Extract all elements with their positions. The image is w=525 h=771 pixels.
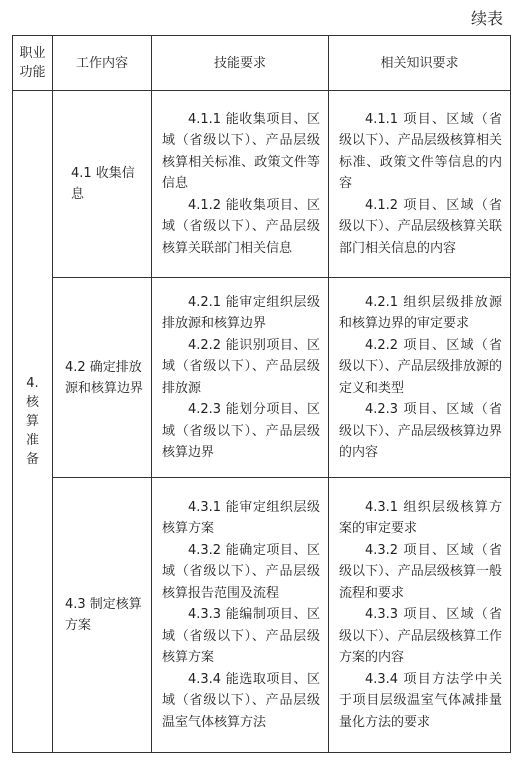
- knowledge-item: 4.2.1 组织层级排放源和核算边界的审定要求: [339, 294, 502, 331]
- table-row: [13, 91, 511, 278]
- work-content-text: 4.2 确定排放源和核算边界: [65, 359, 144, 396]
- work-content-cell: [53, 278, 152, 478]
- header-skill-requirements: 技能要求: [152, 36, 329, 91]
- skill-item: 4.3.2 能确定项目、区域（省级以下）、产品层级核算报告范围及流程: [162, 542, 320, 601]
- knowledge-item: 4.3.3 项目、区域（省级以下）、产品层级核算工作方案的内容: [339, 607, 502, 666]
- knowledge-item: 4.3.1 组织层级核算方案的审定要求: [339, 499, 502, 537]
- table-row: [13, 478, 511, 753]
- work-content-text: 4.1 收集信息: [71, 166, 135, 202]
- knowledge-cell: [329, 278, 511, 478]
- skill-item: 4.2.1 能审定组织层级排放源和核算边界: [162, 294, 320, 331]
- skill-item: 4.3.1 能审定组织层级核算方案: [162, 499, 320, 537]
- skill-item: 4.1.2 能收集项目、区域（省级以下）、产品层级核算关联部门相关信息: [162, 197, 320, 256]
- knowledge-item: 4.1.1 项目、区域（省级以下）、产品层级核算相关标准、政策文件等信息的内容: [339, 111, 502, 192]
- skill-item: 4.2.2 能识别项目、区域（省级以下）、产品层级排放源: [162, 337, 320, 396]
- skill-cell: [152, 478, 329, 753]
- table-row: [13, 278, 511, 478]
- knowledge-cell: [329, 478, 511, 753]
- knowledge-item: 4.2.2 项目、区域（省级以下）、产品层级排放源的定义和类型: [339, 337, 502, 396]
- header-row: [13, 36, 511, 91]
- function-cell: [13, 91, 53, 753]
- skill-item: 4.3.4 能选取项目、区域（省级以下）、产品层级温室气体核算方法: [162, 671, 320, 730]
- knowledge-item: 4.2.3 项目、区域（省级以下）、产品层级核算边界的内容: [339, 402, 502, 460]
- skills-table: [12, 35, 511, 753]
- work-content-cell: [53, 91, 152, 278]
- knowledge-item: 4.3.4 项目方法学中关于项目层级温室气体减排量量化方法的要求: [339, 671, 502, 730]
- header-function: 职业 功能: [13, 36, 53, 91]
- knowledge-item: 4.3.2 项目、区域（省级以下）、产品层级核算一般流程和要求: [339, 542, 502, 601]
- knowledge-cell: [329, 91, 511, 278]
- header-work-content: 工作内容: [53, 36, 152, 91]
- skill-cell: [152, 91, 329, 278]
- header-knowledge-requirements: 相关知识要求: [329, 36, 511, 91]
- skill-item: 4.1.1 能收集项目、区域（省级以下）、产品层级核算相关标准、政策文件等信息: [162, 111, 320, 192]
- skill-cell: [152, 278, 329, 478]
- table-caption: 续表: [470, 9, 503, 28]
- skill-item: 4.3.3 能编制项目、区域（省级以下）、产品层级核算方案: [162, 607, 320, 666]
- skill-item: 4.2.3 能划分项目、区域（省级以下）、产品层级核算边界: [162, 402, 320, 460]
- knowledge-item: 4.1.2 项目、区域（省级以下）、产品层级核算关联部门相关信息的内容: [339, 197, 502, 256]
- work-content-cell: [53, 478, 152, 753]
- work-content-text: 4.3 制定核算方案: [65, 597, 142, 633]
- function-label: 4. 核 算 准 备: [25, 376, 39, 467]
